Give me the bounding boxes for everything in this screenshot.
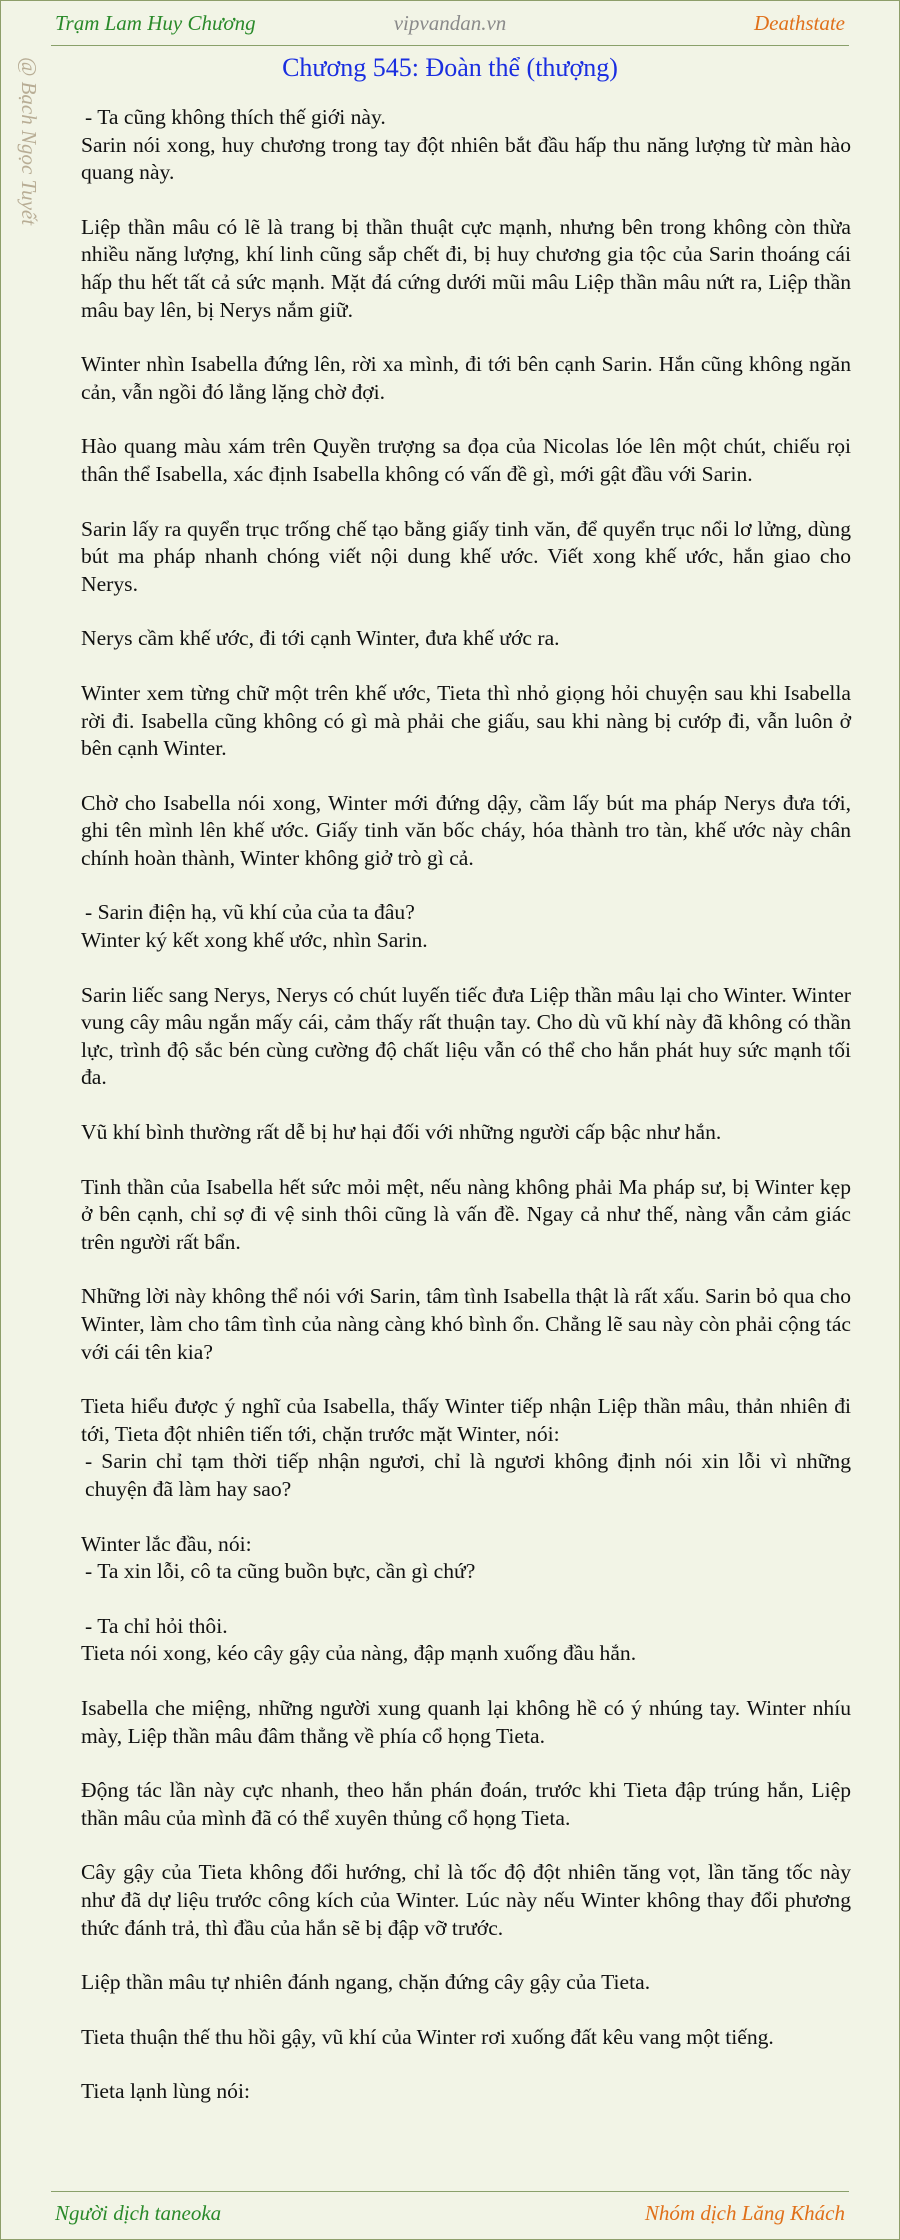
chapter-title: Chương 545: Đoàn thể (thượng) — [282, 53, 618, 82]
side-credit — [11, 57, 41, 277]
paragraph: Winter nhìn Isabella đứng lên, rời xa mình, đi tới bên cạnh Sarin. Hắn cũng không ngăn cản, vẫn ngồi đó lẳng lặng chờ đợi. — [81, 352, 851, 404]
paragraph: Winter ký kết xong khế ước, nhìn Sarin. — [81, 928, 428, 953]
paragraph: Nerys cầm khế ước, đi tới cạnh Winter, đưa khế ước ra. — [81, 626, 560, 651]
footer-group: Nhóm dịch Lăng Khách — [644, 2201, 845, 2225]
chapter-body — [81, 104, 851, 2106]
paragraph: Động tác lần này cực nhanh, theo hắn phán đoán, trước khi Tieta đập trúng hắn, Liệp thần mâu của mình đã có thể xuyên thủng cổ họng Tieta. — [81, 1778, 851, 1830]
paragraph: Tieta hiểu được ý nghĩ của Isabella, thấy Winter tiếp nhận Liệp thần mâu, thản nhiên đi tới, Tieta đột nhiên tiến tới, chặn trước mặt Winter, nói: — [81, 1394, 851, 1446]
paragraph: - Ta cũng không thích thế giới này. — [85, 105, 386, 129]
header-author: Deathstate — [754, 11, 845, 35]
paragraph: Isabella che miệng, những người xung quanh lại không hề có ý nhúng tay. Winter nhíu mày, Liệp thần mâu đâm thẳng về phía cổ họng Tieta. — [81, 1695, 851, 1748]
paragraph: Winter xem từng chữ một trên khế ước, Tieta thì nhỏ giọng hỏi chuyện sau khi Isabella rời đi. Isabella cũng không có gì mà phải che giấu, sau khi nàng bị cướp đi, vẫn luôn ở bên cạnh Winter. — [81, 680, 851, 761]
header-book-title: Trạm Lam Huy Chương — [55, 11, 256, 35]
header-divider — [51, 45, 849, 46]
paragraph: Chờ cho Isabella nói xong, Winter mới đứng dậy, cầm lấy bút ma pháp Nerys đưa tới, ghi tên mình lên khế ước. Giấy tinh văn bốc cháy, hóa thành tro tàn, khế ước này chân chính hoàn thành, Winter không giở trò gì cả. — [81, 790, 851, 870]
paragraph: Tinh thần của Isabella hết sức mỏi mệt, nếu nàng không phải Ma pháp sư, bị Winter kẹp ở bên cạnh, chỉ sợ đi vệ sinh thôi cũng là vấn đề. Ngay cả như thế, nàng vẫn cảm giác trên người rất bẩn. — [81, 1174, 851, 1254]
paragraph: Winter lắc đầu, nói: — [81, 1531, 252, 1556]
page-footer — [51, 2197, 849, 2233]
side-credit-text: @ Bạch Ngọc Tuyết — [17, 57, 41, 226]
page-header — [51, 7, 849, 43]
paragraph: Sarin nói xong, huy chương trong tay đột nhiên bắt đầu hấp thu năng lượng từ màn hào quang này. — [81, 132, 851, 185]
paragraph: Liệp thần mâu tự nhiên đánh ngang, chặn đứng cây gậy của Tieta. — [81, 1970, 651, 1995]
paragraph: Sarin liếc sang Nerys, Nerys có chút luyến tiếc đưa Liệp thần mâu lại cho Winter. Winter vung cây mâu ngắn mấy cái, cảm thấy rất thuận tay. Cho dù vũ khí này đã không có thần lực, trình độ sắc bén cùng cường độ chất liệu vẫn có thể cho hắn phát huy sức mạnh tối đa. — [81, 982, 851, 1090]
paragraph: - Ta xin lỗi, cô ta cũng buồn bực, cần gì chứ? — [85, 1559, 476, 1584]
footer-translator: Người dịch taneoka — [55, 2201, 222, 2225]
paragraph: Tieta lạnh lùng nói: — [81, 2079, 250, 2104]
paragraph: - Sarin chỉ tạm thời tiếp nhận ngươi, chỉ là ngươi không định nói xin lỗi vì những chuyện đã làm hay sao? — [85, 1449, 851, 1501]
paragraph: Cây gậy của Tieta không đổi hướng, chỉ là tốc độ đột nhiên tăng vọt, lần tăng tốc này như đã dự liệu trước công kích của Winter. Lúc này nếu Winter không thay đổi phương thức đánh trả, thì đầu của hắn sẽ bị đập vỡ trước. — [81, 1860, 851, 1940]
paragraph: Hào quang màu xám trên Quyền trượng sa đọa của Nicolas lóe lên một chút, chiếu rọi thân thể Isabella, xác định Isabella không có vấn đề gì, mới gật đầu với Sarin. — [81, 434, 851, 486]
paragraph: Tieta nói xong, kéo cây gậy của nàng, đập mạnh xuống đầu hắn. — [81, 1641, 637, 1666]
paragraph: Sarin lấy ra quyển trục trống chế tạo bằng giấy tinh văn, để quyển trục nổi lơ lửng, dùng bút ma pháp nhanh chóng viết nội dung khế ước. Viết xong khế ước, hắn giao cho Nerys. — [81, 516, 851, 596]
paragraph: Vũ khí bình thường rất dễ bị hư hại đối với những người cấp bậc như hắn. — [81, 1120, 722, 1145]
header-site-link[interactable]: vipvandan.vn — [393, 11, 507, 35]
paragraph: Tieta thuận thế thu hồi gậy, vũ khí của Winter rơi xuống đất kêu vang một tiếng. — [81, 2024, 774, 2049]
footer-divider — [51, 2191, 849, 2192]
paragraph: - Sarin điện hạ, vũ khí của của ta đâu? — [85, 900, 415, 925]
paragraph: Liệp thần mâu có lẽ là trang bị thần thuật cực mạnh, nhưng bên trong không còn thừa nhiều năng lượng, khí linh cũng sắp chết đi, bị huy chương gia tộc của Sarin thoáng cái hấp thu hết tất cả sức mạnh. Mặt đá cứng dưới mũi mâu Liệp thần mâu nứt ra, Liệp thần mâu bay lên, bị Nerys nắm giữ. — [81, 214, 851, 322]
paragraph: - Ta chỉ hỏi thôi. — [85, 1613, 228, 1638]
paragraph: Những lời này không thể nói với Sarin, tâm tình Isabella thật là rất xấu. Sarin bỏ qua cho Winter, làm cho tâm tình của nàng càng khó bình ổn. Chẳng lẽ sau này còn phải cộng tác với cái tên kia? — [81, 1284, 851, 1364]
